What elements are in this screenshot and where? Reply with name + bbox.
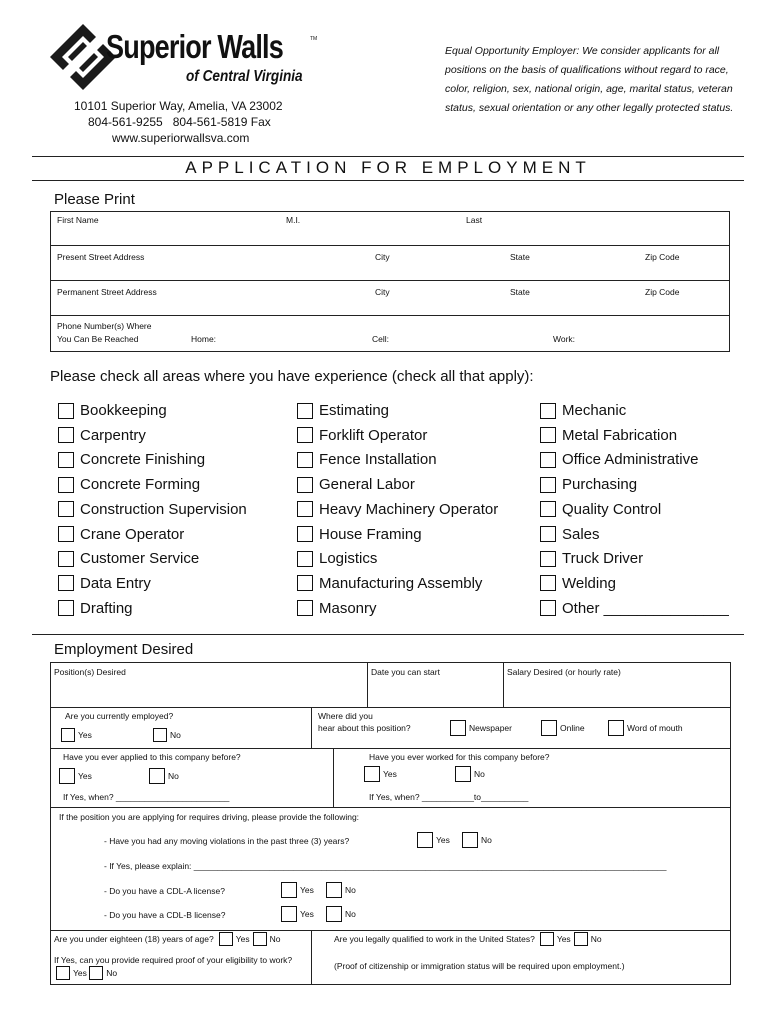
checkbox[interactable] [326, 906, 342, 922]
proof-question [54, 955, 312, 983]
title-rule-top [32, 156, 744, 157]
checkbox[interactable] [153, 728, 167, 742]
page-title: APPLICATION FOR EMPLOYMENT [185, 158, 591, 177]
experience-option[interactable] [540, 427, 677, 444]
experience-option-label: Concrete Forming [80, 476, 201, 494]
company-address: 10101 Superior Way, Amelia, VA 23002 [74, 99, 283, 113]
experience-option[interactable] [58, 550, 199, 567]
section-rule [32, 634, 744, 635]
experience-option[interactable] [297, 402, 389, 419]
experience-checkbox[interactable] [297, 452, 313, 468]
experience-option[interactable] [297, 526, 422, 543]
divider [50, 807, 731, 808]
where-heard-line1: Where did you [318, 711, 373, 721]
divider [50, 245, 730, 246]
experience-option-label: Purchasing [562, 476, 638, 494]
option-label: No [106, 967, 118, 978]
experience-checkbox[interactable] [58, 575, 74, 591]
experience-option[interactable] [540, 526, 600, 543]
experience-option-label: Construction Supervision [80, 500, 247, 518]
experience-checkbox[interactable] [58, 403, 74, 419]
legally-qualified-yes-checkbox[interactable] [540, 932, 554, 946]
experience-option[interactable] [58, 402, 167, 419]
last-name-field[interactable]: Last [466, 215, 483, 225]
legally-qualified-no-checkbox[interactable] [574, 932, 588, 946]
experience-option-label: Drafting [80, 599, 133, 617]
legally-qualified-row [334, 932, 602, 946]
cdl-a-yes[interactable] [281, 882, 314, 898]
experience-option-label: Estimating [319, 402, 390, 419]
experience-option-label: Forklift Operator [319, 426, 428, 444]
experience-prompt: Please check all areas where you have experience (check all that apply): [50, 368, 534, 385]
experience-checkbox[interactable] [540, 526, 556, 542]
option-label: Yes [300, 909, 314, 919]
experience-checkbox[interactable] [540, 551, 556, 567]
proof-yes-checkbox[interactable] [56, 966, 70, 980]
present-zip-field[interactable]: Zip Code [645, 252, 680, 262]
experience-checkbox[interactable] [540, 403, 556, 419]
divider [311, 707, 312, 748]
phone-label-line1: Phone Number(s) Where [57, 321, 152, 331]
cdl-b-question: - Do you have a CDL-B license? [104, 910, 226, 920]
experience-checkbox[interactable] [540, 477, 556, 493]
checkbox[interactable] [281, 882, 297, 898]
worked-before-question: Have you ever worked for this company before? [369, 752, 550, 762]
option-label: No [269, 934, 281, 944]
experience-option[interactable] [297, 501, 498, 518]
cdl-b-yes[interactable] [281, 906, 314, 922]
option-label: Yes [73, 967, 87, 978]
option-label: No [345, 909, 356, 919]
experience-option[interactable] [58, 451, 205, 468]
under-18-no-checkbox[interactable] [253, 932, 267, 946]
divider [367, 662, 368, 707]
start-date-field[interactable]: Date you can start [371, 667, 440, 677]
experience-option-label: Crane Operator [80, 525, 185, 543]
checkbox[interactable] [541, 720, 557, 736]
option-label: Yes [383, 769, 397, 779]
experience-option-label: Customer Service [80, 550, 200, 568]
moving-violations-yes[interactable] [417, 832, 450, 848]
driving-intro: If the position you are applying for requires driving, please provide the following: [59, 812, 360, 822]
checkbox[interactable] [281, 906, 297, 922]
experience-option-label: Mechanic [562, 402, 627, 419]
personal-info-box [50, 211, 730, 352]
experience-option-label: Heavy Machinery Operator [319, 500, 499, 518]
proof-question-text: If Yes, can you provide required proof of your eligibility to work? [54, 955, 293, 965]
currently-employed-no[interactable] [153, 728, 181, 742]
experience-checkbox[interactable] [297, 477, 313, 493]
option-label: No [474, 769, 485, 779]
experience-option-label: General Labor [319, 476, 415, 494]
experience-option-label: Welding [562, 574, 616, 592]
where-heard-line2: hear about this position? [318, 723, 411, 733]
experience-option-label: Concrete Finishing [80, 451, 206, 469]
checkbox[interactable] [326, 882, 342, 898]
eeo-statement: Equal Opportunity Employer: We consider applicants for all positions on the basis of qualifications without regard to race, color, religion, sex, national origin, age, marital status, veteran status, sexual orientation or any other legally protected status. [445, 45, 734, 114]
heard-online[interactable] [541, 720, 585, 736]
experience-checkbox[interactable] [297, 501, 313, 517]
experience-option[interactable] [297, 550, 377, 567]
violations-explain-field[interactable]: - If Yes, please explain: ____________________________________________________________________________________________________ [104, 861, 667, 871]
company-phones: 804-561-9255 804-561-5819 Fax [88, 115, 271, 129]
option-label: No [481, 835, 492, 845]
permanent-zip-field[interactable]: Zip Code [645, 287, 680, 297]
experience-checkbox[interactable] [58, 477, 74, 493]
experience-option[interactable] [540, 600, 729, 617]
checkbox[interactable] [450, 720, 466, 736]
experience-checkbox[interactable] [540, 501, 556, 517]
experience-option[interactable] [297, 476, 415, 493]
logo-trademark: TM [310, 36, 318, 42]
cdl-a-question: - Do you have a CDL-A license? [104, 886, 225, 896]
experience-checkbox[interactable] [540, 452, 556, 468]
permanent-city-field[interactable]: City [375, 287, 390, 297]
checkbox[interactable] [608, 720, 624, 736]
logo-name: Superior Walls [106, 28, 283, 65]
experience-checkbox[interactable] [540, 575, 556, 591]
first-name-field[interactable]: First Name [57, 215, 99, 225]
experience-option[interactable] [58, 526, 184, 543]
experience-checkbox[interactable] [297, 551, 313, 567]
experience-option-label: Other _______________ [562, 599, 729, 617]
option-label: Yes [78, 730, 92, 740]
divider [50, 748, 731, 749]
experience-checkbox[interactable] [297, 575, 313, 591]
option-label: No [590, 934, 602, 944]
experience-checkbox[interactable] [58, 526, 74, 542]
experience-option-label: Metal Fabrication [562, 426, 678, 444]
experience-option-label: Quality Control [562, 500, 662, 518]
company-website: www.superiorwallsva.com [112, 131, 250, 145]
cdl-a-no[interactable] [326, 882, 356, 898]
company-logo [48, 22, 318, 92]
experience-option-label: Truck Driver [562, 550, 644, 568]
permanent-state-field[interactable]: State [510, 287, 530, 297]
divider [50, 930, 731, 931]
experience-option-label: House Framing [319, 525, 422, 543]
present-address-field[interactable]: Present Street Address [57, 252, 145, 262]
please-print-label: Please Print [54, 191, 135, 208]
worked-before-no[interactable] [455, 766, 485, 782]
experience-checkbox[interactable] [58, 551, 74, 567]
salary-field[interactable]: Salary Desired (or hourly rate) [507, 667, 621, 677]
checkbox[interactable] [61, 728, 75, 742]
experience-option[interactable] [540, 575, 616, 592]
experience-option[interactable] [58, 476, 200, 493]
experience-checkbox[interactable] [297, 427, 313, 443]
option-label: Yes [300, 885, 314, 895]
permanent-address-field[interactable]: Permanent Street Address [57, 287, 157, 297]
divider [50, 315, 730, 316]
moving-violations-no[interactable] [462, 832, 492, 848]
work-phone-field[interactable]: Work: [553, 334, 576, 344]
applied-when-field[interactable]: If Yes, when? ________________________ [63, 792, 230, 802]
experience-option[interactable] [540, 402, 626, 419]
cdl-b-no[interactable] [326, 906, 356, 922]
positions-desired-field[interactable]: Position(s) Desired [54, 667, 126, 677]
experience-option[interactable] [58, 575, 151, 592]
experience-option-label: Carpentry [80, 426, 146, 444]
experience-option[interactable] [58, 600, 133, 617]
experience-checkbox[interactable] [58, 501, 74, 517]
checkbox[interactable] [417, 832, 433, 848]
applied-before-yes[interactable] [59, 768, 92, 784]
proof-no-checkbox[interactable] [89, 966, 103, 980]
heard-word-of-mouth[interactable] [608, 720, 683, 736]
experience-checkbox[interactable] [540, 427, 556, 443]
proof-note: (Proof of citizenship or immigration status will be required upon employment.) [334, 961, 625, 971]
experience-checkbox[interactable] [297, 526, 313, 542]
present-state-field[interactable]: State [510, 252, 530, 262]
option-label: No [170, 730, 181, 740]
option-label: Word of mouth [627, 723, 683, 733]
divider [50, 280, 730, 281]
option-label: Yes [556, 934, 571, 944]
divider [333, 748, 334, 807]
option-label: Yes [78, 771, 92, 781]
experience-option-label: Office Administrative [562, 451, 699, 469]
experience-checkbox[interactable] [58, 452, 74, 468]
legally-qualified-question: Are you legally qualified to work in the United States? [334, 934, 535, 944]
experience-option[interactable] [297, 427, 427, 444]
divider [50, 707, 731, 708]
checkbox[interactable] [462, 832, 478, 848]
option-label: No [168, 771, 179, 781]
experience-checkbox[interactable] [58, 427, 74, 443]
title-rule-bottom [32, 180, 744, 181]
moving-violations-question: - Have you had any moving violations in the past three (3) years? [104, 836, 350, 846]
cell-phone-field[interactable]: Cell: [372, 334, 390, 344]
worked-before-yes[interactable] [364, 766, 397, 782]
option-label: Newspaper [469, 723, 512, 733]
checkbox[interactable] [149, 768, 165, 784]
option-label: Yes [436, 835, 450, 845]
applied-before-no[interactable] [149, 768, 179, 784]
employment-desired-label: Employment Desired [54, 641, 194, 658]
under-18-yes-checkbox[interactable] [219, 932, 233, 946]
experience-option[interactable] [297, 451, 437, 468]
experience-option[interactable] [540, 476, 637, 493]
currently-employed-question: Are you currently employed? [65, 711, 174, 721]
experience-checkbox[interactable] [297, 600, 313, 616]
worked-when-field[interactable]: If Yes, when? ___________to__________ [369, 792, 529, 802]
under-18-row [54, 932, 280, 946]
experience-option-label: Data Entry [80, 574, 151, 592]
phone-label-line2: You Can Be Reached [57, 334, 139, 344]
experience-option-label: Manufacturing Assembly [319, 574, 483, 592]
experience-checkbox[interactable] [58, 600, 74, 616]
checkbox[interactable] [59, 768, 75, 784]
experience-option-label: Logistics [319, 550, 378, 568]
option-label: No [345, 885, 356, 895]
experience-option-label: Fence Installation [319, 451, 437, 469]
present-city-field[interactable]: City [375, 252, 390, 262]
experience-option[interactable] [297, 600, 377, 617]
divider [503, 662, 504, 707]
experience-option[interactable] [58, 427, 146, 444]
experience-checkbox[interactable] [540, 600, 556, 616]
option-label: Online [560, 723, 585, 733]
applied-before-question: Have you ever applied to this company before? [63, 752, 241, 762]
experience-option[interactable] [540, 550, 643, 567]
currently-employed-yes[interactable] [61, 728, 92, 742]
checkbox[interactable] [364, 766, 380, 782]
experience-option-label: Sales [562, 525, 600, 543]
experience-option[interactable] [297, 575, 482, 592]
experience-checkbox[interactable] [297, 403, 313, 419]
option-label: Yes [235, 934, 250, 944]
experience-option[interactable] [540, 501, 661, 518]
logo-tagline: of Central Virginia [186, 68, 303, 85]
experience-option-label: Bookkeeping [80, 402, 167, 419]
experience-option[interactable] [58, 501, 247, 518]
experience-option[interactable] [540, 451, 698, 468]
experience-option-label: Masonry [319, 599, 377, 617]
home-phone-field[interactable]: Home: [191, 334, 217, 344]
under-18-question: Are you under eighteen (18) years of age? [54, 934, 214, 944]
checkbox[interactable] [455, 766, 471, 782]
mi-field[interactable]: M.I. [286, 215, 301, 225]
heard-newspaper[interactable] [450, 720, 512, 736]
